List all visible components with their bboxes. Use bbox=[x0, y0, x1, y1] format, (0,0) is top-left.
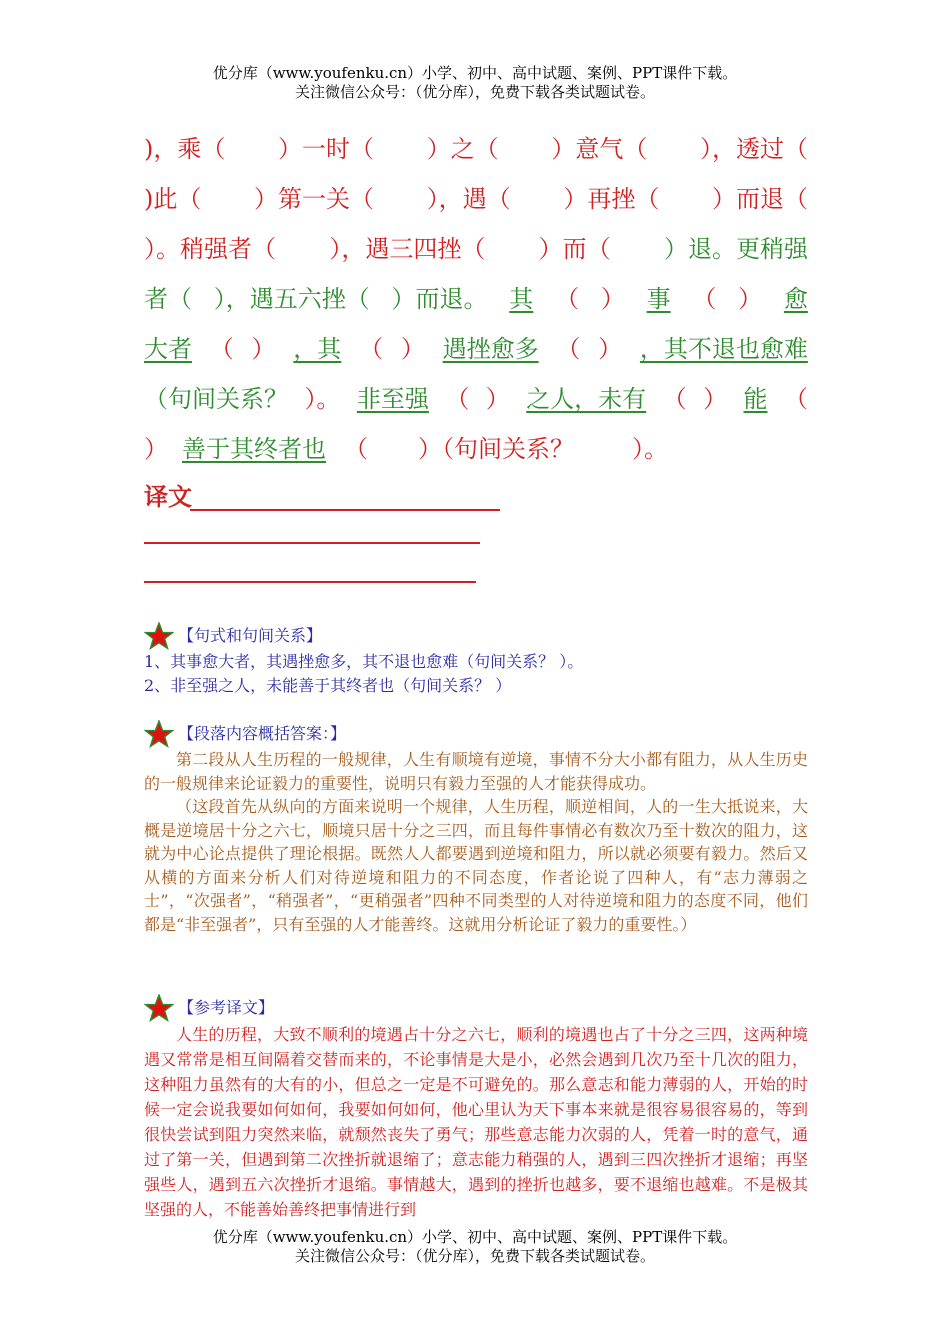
passage-seg: 其 bbox=[509, 285, 534, 313]
section-title: 【句式和句间关系】 bbox=[178, 626, 323, 646]
footer-line-2: 关注微信公众号：（优分库），免费下载各类试题试卷。 bbox=[294, 1247, 655, 1265]
header-line-1: 优分库（www.youfenku.cn）小学、初中、高中试题、案例、PPT课件下载。 bbox=[212, 64, 738, 82]
passage-line-3 bbox=[144, 224, 808, 274]
passage-seg: ）而退（ bbox=[712, 185, 808, 213]
passage-line-1 bbox=[144, 124, 808, 174]
passage-seg: ）之（ bbox=[426, 135, 499, 163]
passage-seg: ），遇五六挫（ bbox=[213, 285, 370, 313]
passage-seg: 遇挫愈多 bbox=[442, 335, 539, 363]
section-title: 【段落内容概括答案：】 bbox=[178, 724, 347, 744]
section-heading bbox=[144, 720, 808, 748]
summary-paragraph-2: （这段首先从纵向的方面来说明一个规律，人生历程，顺逆相间，人的一生大抵说来，大概是逆境居十分之六七，顺境只居十分之三四，而且每件事情必有数次乃至十数次的阻力，这就为中心论点提供了理论根据。既然人人都要遇到逆境和阻力，所以就必须要有毅力。然后又从横的方面来分析人们对待逆境和阻力的不同态度，作者论说了四种人，有“志力薄弱之士”，“次强者”，“稍强者”，“更稍强者”四种不同类型的人对待逆境和阻力的态度不同，他们都是“非至强者”，只有至强的人才能善终。这就用分析论证了毅力的重要性。） bbox=[144, 797, 808, 934]
passage-line-2 bbox=[144, 174, 808, 224]
passage-seg: （ bbox=[556, 335, 581, 363]
passage-seg: ） bbox=[144, 435, 168, 463]
passage-seg: ），遇三四挫（ bbox=[329, 235, 486, 263]
translation-blank-line-1 bbox=[190, 509, 500, 511]
passage-seg: ） bbox=[738, 285, 763, 313]
footer-line-1: 优分库（www.youfenku.cn）小学、初中、高中试题、案例、PPT课件下载。 bbox=[212, 1228, 738, 1246]
red-star-icon bbox=[144, 720, 174, 748]
passage-seg: ），遇（ bbox=[426, 185, 511, 213]
passage-seg: ）。 bbox=[304, 385, 341, 413]
question-2: 2、非至强之人，未能善于其终者也（句间关系？ ） bbox=[144, 675, 512, 695]
passage-seg: )，乘（ bbox=[144, 135, 226, 163]
summary-paragraph-1: 第二段从人生历程的一般规律，人生有顺境有逆境，事情不分大小都有阻力，从人生历史的一般规律来论证毅力的重要性，说明只有毅力至强的人才能获得成功。 bbox=[144, 750, 808, 793]
passage-seg: ）。稍强者（ bbox=[144, 235, 276, 263]
header-line-2: 关注微信公众号：（优分库），免费下载各类试题试卷。 bbox=[294, 83, 655, 101]
passage-seg: （句间关系？ bbox=[144, 385, 288, 413]
passage-seg: 大者 bbox=[144, 335, 192, 363]
passage-seg: ） bbox=[400, 335, 425, 363]
passage-seg: （ bbox=[209, 335, 234, 363]
passage-seg: 非至强 bbox=[356, 385, 429, 413]
page-header bbox=[0, 64, 950, 102]
passage-seg: ）而退。 bbox=[391, 285, 488, 313]
passage-seg: （ bbox=[445, 385, 470, 413]
passage-seg: ）第一关（ bbox=[254, 185, 375, 213]
passage-seg: ）。 bbox=[632, 435, 668, 463]
cloze-passage bbox=[144, 124, 808, 474]
passage-seg: ，其 bbox=[293, 335, 342, 363]
passage-seg: ） bbox=[251, 335, 276, 363]
section-heading bbox=[144, 994, 808, 1022]
passage-seg: 之人，未有 bbox=[526, 385, 647, 413]
passage-seg: （ bbox=[359, 335, 384, 363]
passage-line-4 bbox=[144, 274, 808, 324]
question-1: 1、其事愈大者，其遇挫愈多，其不退也愈难（句间关系？ ）。 bbox=[144, 652, 584, 671]
passage-seg: ，其不退也愈难 bbox=[639, 335, 808, 363]
red-star-icon bbox=[144, 622, 174, 650]
passage-seg: ），透过（ bbox=[700, 135, 808, 163]
section-paragraph-summary bbox=[144, 720, 808, 936]
passage-seg: ） bbox=[485, 385, 510, 413]
passage-seg: （ bbox=[662, 385, 687, 413]
passage-seg: ） bbox=[598, 335, 623, 363]
passage-seg: 事 bbox=[646, 285, 671, 313]
passage-seg: （ bbox=[555, 285, 580, 313]
passage-seg: ）（句间关系？ bbox=[418, 435, 574, 463]
section-title: 【参考译文】 bbox=[178, 998, 275, 1018]
section-reference-translation bbox=[144, 994, 808, 1222]
passage-seg: ） bbox=[703, 385, 728, 413]
passage-seg: （ bbox=[692, 285, 717, 313]
passage-seg: ） bbox=[600, 285, 625, 313]
translation-blank-line-3 bbox=[144, 581, 476, 583]
passage-seg: 愈 bbox=[783, 285, 808, 313]
passage-line-5 bbox=[144, 324, 808, 374]
page-footer bbox=[0, 1228, 950, 1266]
translation-blank-line-2 bbox=[144, 542, 480, 544]
translation-label: 译文 bbox=[144, 482, 192, 511]
passage-line-7 bbox=[144, 424, 808, 474]
passage-seg: ）再挫（ bbox=[563, 185, 660, 213]
section-sentence-relations bbox=[144, 622, 808, 697]
passage-seg: 善于其终者也 bbox=[182, 435, 326, 463]
passage-seg: ）一时（ bbox=[278, 135, 375, 163]
passage-seg: 能 bbox=[743, 385, 768, 413]
translation-paragraph: 人生的历程，大致不顺利的境遇占十分之六七，顺利的境遇也占了十分之三四，这两种境遇又常常是相互间隔着交替而来的，不论事情是大是小，必然会遇到几次乃至十几次的阻力，这种阻力虽然有的大有的小，但总之一定是不可避免的。那么意志和能力薄弱的人，开始的时候一定会说我要如何如何，我要如何如何，他心里认为天下事本来就是很容易很容易的，等到很快尝试到阻力突然来临，就颓然丧失了勇气；那些意志能力次弱的人，凭着一时的意气，通过了第一关，但遇到第二次挫折就退缩了；意志能力稍强的人，遇到三四次挫折才退缩；再坚强些人，遇到五六次挫折才退缩。事情越大，遇到的挫折也越多，要不退缩也越难。不是极其坚强的人，不能善始善终把事情进行到 bbox=[144, 1025, 808, 1219]
passage-seg: （ bbox=[344, 435, 368, 463]
passage-seg: ）退。更稍强 bbox=[663, 235, 808, 263]
passage-seg: ）而（ bbox=[538, 235, 611, 263]
passage-line-6 bbox=[144, 374, 808, 424]
passage-seg: （ bbox=[783, 385, 808, 413]
passage-seg: )此（ bbox=[144, 185, 202, 213]
passage-seg: 者（ bbox=[144, 285, 192, 313]
passage-seg: ）意气（ bbox=[551, 135, 648, 163]
red-star-icon bbox=[144, 994, 174, 1022]
section-heading bbox=[144, 622, 808, 650]
